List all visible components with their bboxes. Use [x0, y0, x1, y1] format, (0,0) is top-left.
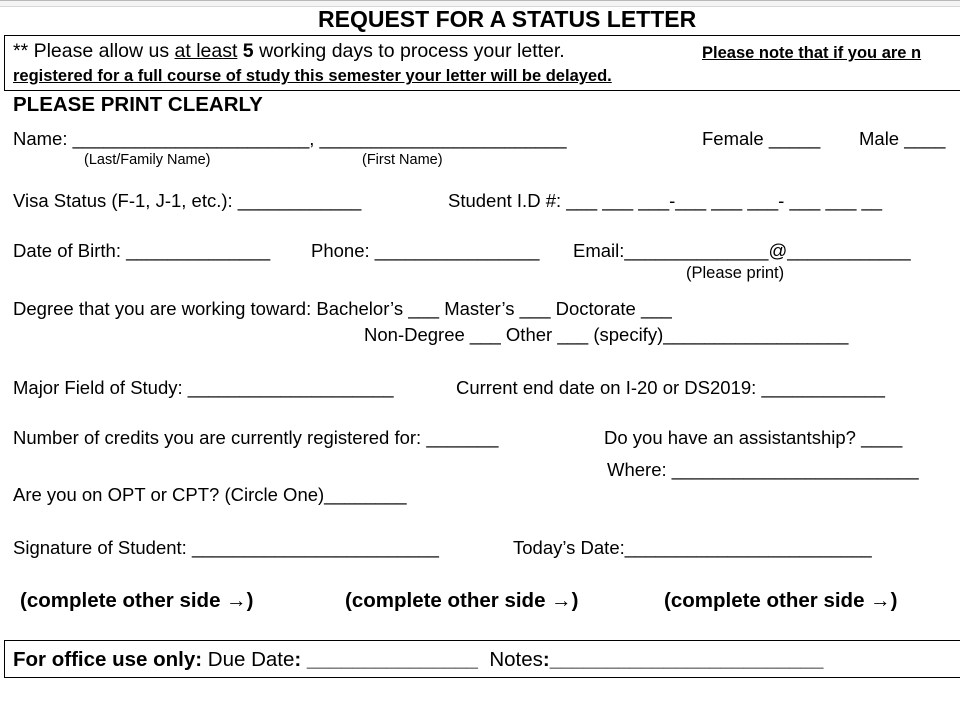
complete-other-side-note: (complete other side →) — [20, 589, 254, 612]
complete-other-side-note: (complete other side →) — [664, 589, 898, 612]
notice-days-number: 5 — [237, 40, 260, 62]
print-clearly-heading: PLEASE PRINT CLEARLY — [13, 93, 263, 116]
male-field[interactable]: Male ____ — [859, 128, 946, 149]
credits-field[interactable]: Number of credits you are currently registered for: _______ — [13, 427, 499, 448]
degree-field-other[interactable]: Non-Degree ___ Other ___ (specify)__________________ — [364, 324, 849, 345]
date-of-birth-field[interactable]: Date of Birth: ______________ — [13, 240, 271, 261]
degree-field[interactable]: Degree that you are working toward: Bachelor’s ___ Master’s ___ Doctorate ___ — [13, 298, 672, 319]
complete-other-side-note: (complete other side →) — [345, 589, 579, 612]
due-date-field[interactable]: : _______________ — [294, 648, 478, 671]
notes-label: Notes — [489, 648, 543, 671]
notice-line-1: ** Please allow us at least 5 working days to process your letter. — [13, 40, 565, 62]
email-hint: (Please print) — [686, 264, 785, 282]
end-date-field[interactable]: Current end date on I-20 or DS2019: ____________ — [456, 377, 885, 398]
phone-field[interactable]: Phone: ________________ — [311, 240, 540, 261]
form-title: REQUEST FOR A STATUS LETTER — [318, 6, 697, 32]
last-name-hint: (Last/Family Name) — [84, 152, 211, 168]
female-field[interactable]: Female _____ — [702, 128, 821, 149]
signature-field[interactable]: Signature of Student: ________________________ — [13, 537, 439, 558]
office-use-label: For office use only: — [13, 648, 203, 671]
visa-status-field[interactable]: Visa Status (F-1, J-1, etc.): ____________ — [13, 190, 362, 211]
due-date-label: Due Date — [202, 648, 295, 671]
notice-line-2: registered for a full course of study this semester your letter will be delayed. — [13, 67, 612, 85]
opt-cpt-field[interactable]: Are you on OPT or CPT? (Circle One)________ — [13, 484, 407, 505]
student-id-field[interactable]: Student I.D #: ___ ___ ___-___ ___ ___- ___ ___ __ — [448, 190, 883, 211]
name-field[interactable]: Name: _______________________, ________________________ — [13, 128, 567, 149]
notice-bold-warning: Please note that if you are n — [702, 44, 922, 62]
assistantship-field[interactable]: Do you have an assistantship? ____ — [604, 427, 903, 448]
notice-at-least: at least — [174, 40, 238, 62]
major-field[interactable]: Major Field of Study: ____________________ — [13, 377, 394, 398]
assistantship-where-field[interactable]: Where: ________________________ — [607, 459, 919, 480]
office-use-row — [13, 648, 823, 672]
todays-date-field[interactable]: Today’s Date:________________________ — [513, 537, 872, 558]
first-name-hint: (First Name) — [362, 152, 443, 168]
email-field[interactable]: Email:______________@____________ — [573, 240, 911, 261]
notes-field[interactable]: :________________________ — [542, 648, 824, 671]
